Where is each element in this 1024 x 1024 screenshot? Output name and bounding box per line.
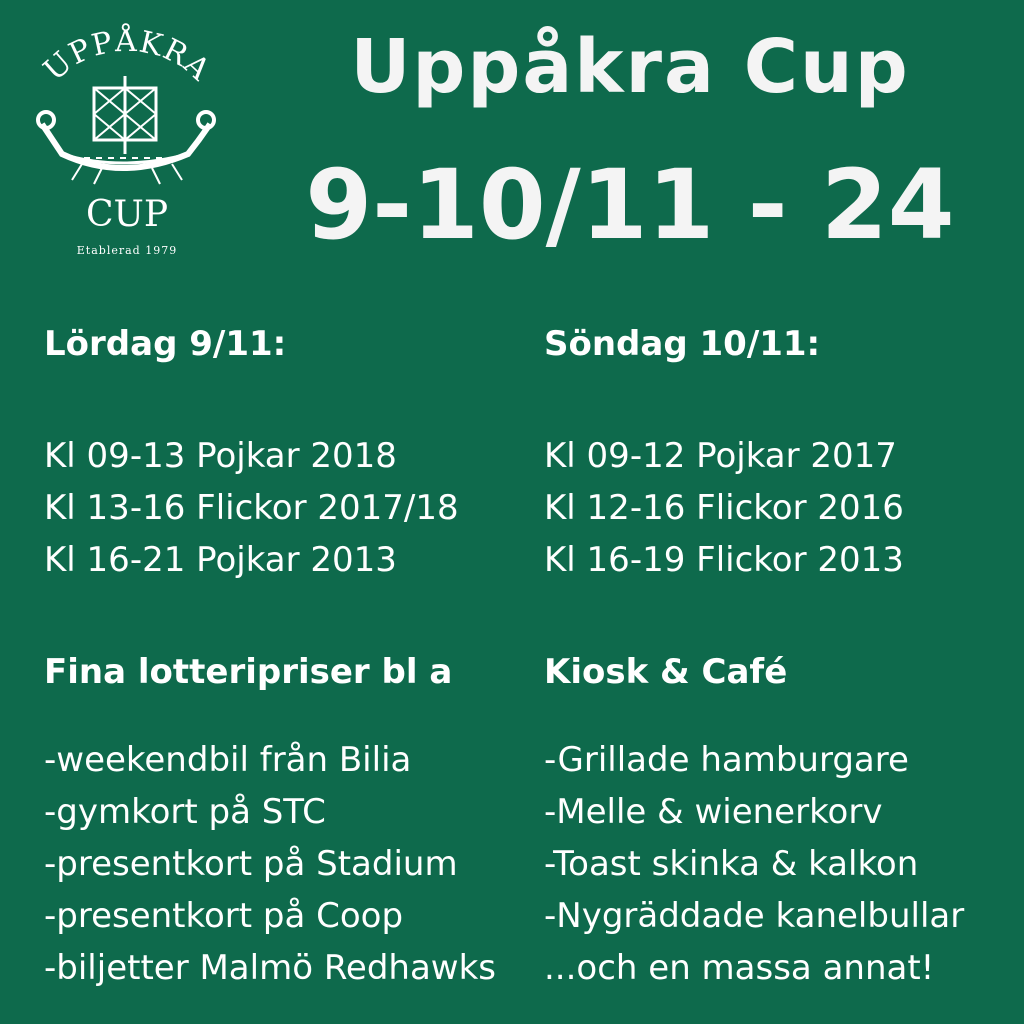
- list-item: Kl 13-16 Flickor 2017/18: [44, 488, 459, 528]
- list-item: Kl 16-21 Pojkar 2013: [44, 540, 397, 580]
- list-item: Kl 09-12 Pojkar 2017: [544, 436, 897, 476]
- logo-established-text: Etablerad 1979: [76, 244, 178, 257]
- list-item: -Melle & wienerkorv: [544, 792, 883, 832]
- list-item: -weekendbil från Bilia: [44, 740, 412, 780]
- list-item: -presentkort på Stadium: [44, 844, 458, 884]
- list-item: Kl 09-13 Pojkar 2018: [44, 436, 397, 476]
- list-item: -presentkort på Coop: [44, 896, 404, 936]
- list-item: -biljetter Malmö Redhawks: [44, 948, 497, 988]
- list-item: Kl 12-16 Flickor 2016: [544, 488, 904, 528]
- logo-bottom-text: CUP: [85, 194, 169, 235]
- list-item: -Nygräddade kanelbullar: [544, 896, 965, 936]
- list-item: -Grillade hamburgare: [544, 740, 909, 780]
- event-dates: 9-10/11 - 24: [305, 149, 955, 261]
- event-title: Uppåkra Cup: [350, 24, 910, 110]
- lottery-heading: Fina lotteripriser bl a: [44, 652, 453, 692]
- uppakra-cup-logo: [22, 14, 232, 264]
- sunday-heading: Söndag 10/11:: [544, 324, 821, 364]
- viking-ship-logo-icon: [22, 14, 232, 264]
- saturday-heading: Lördag 9/11:: [44, 324, 287, 364]
- list-item: -Toast skinka & kalkon: [544, 844, 919, 884]
- logo-top-text: UPPÅKRA: [37, 24, 218, 89]
- list-item: Kl 16-19 Flickor 2013: [544, 540, 904, 580]
- list-item: -gymkort på STC: [44, 792, 326, 832]
- list-item: ...och en massa annat!: [544, 948, 935, 988]
- kiosk-heading: Kiosk & Café: [544, 652, 788, 692]
